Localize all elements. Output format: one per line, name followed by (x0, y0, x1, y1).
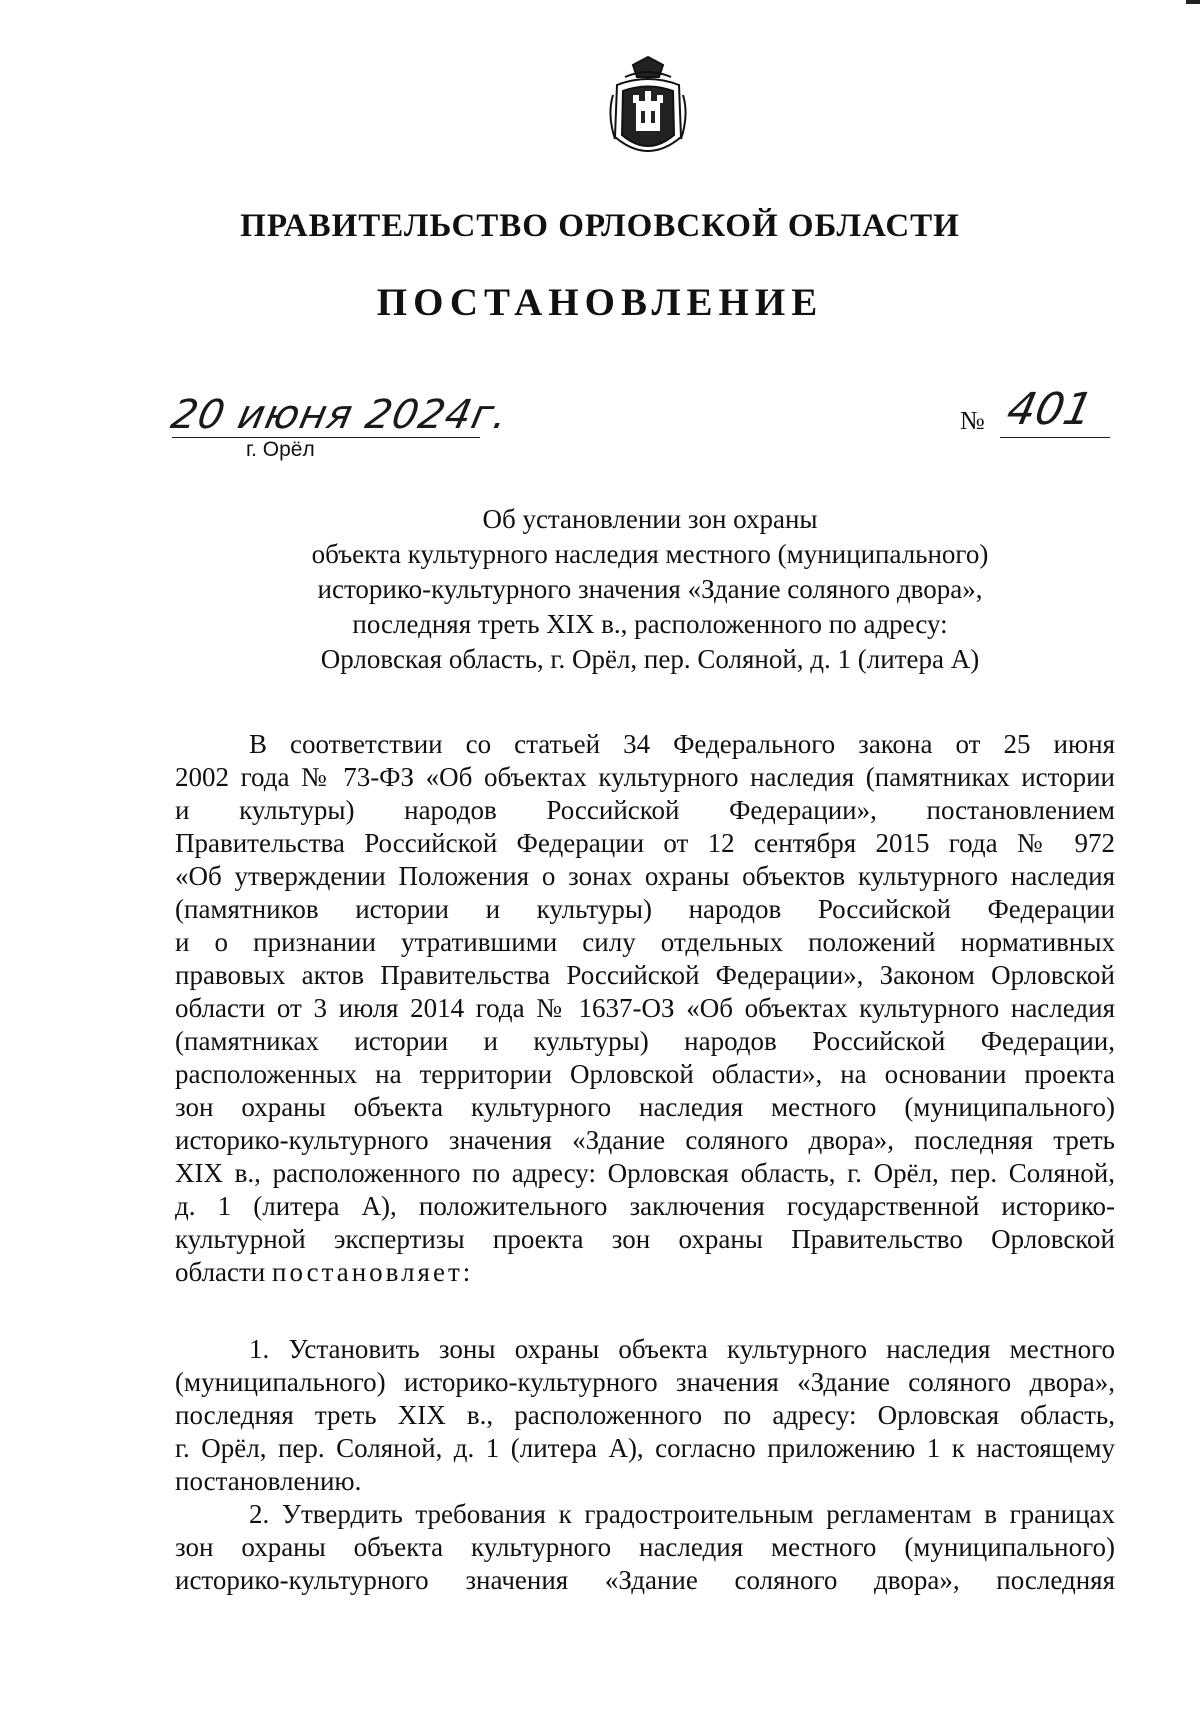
city-label: г. Орёл (246, 438, 315, 461)
body-line: и о признании утратившими силу отдельных положений нормативных (175, 927, 1115, 957)
body-line: д. 1 (литера А), положительного заключения государственной историко- (175, 1191, 1115, 1221)
number-sign: № (960, 406, 985, 435)
preamble-paragraph (175, 728, 1115, 1289)
date-underline (172, 437, 480, 438)
body-line: (муниципального) историко-культурного значения «Здание соляного двора», (175, 1367, 1115, 1397)
body-line: 2. Утвердить требования к градостроительным регламентам в границах (249, 1499, 1115, 1529)
body-line: зон охраны объекта культурного наследия местного (муниципального) (175, 1092, 1115, 1122)
body-line: зон охраны объекта культурного наследия местного (муниципального) (175, 1532, 1115, 1562)
body-line (175, 1256, 1115, 1289)
body-line: историко-культурного значения «Здание соляного двора», последняя треть (175, 1125, 1115, 1155)
item-1-paragraph (175, 1333, 1115, 1498)
document-subject (200, 502, 1100, 677)
body-line: культурной экспертизы проекта зон охраны Правительство Орловской (175, 1224, 1115, 1254)
body-line: последняя треть XIX в., расположенного по адресу: Орловская область, (175, 1400, 1115, 1430)
body-line: В соответствии со статьей 34 Федерального закона от 25 июня (249, 729, 1115, 759)
subject-line: объекта культурного наследия местного (муниципального) (311, 539, 989, 569)
body-line: 1. Установить зоны охраны объекта культурного наследия местного (249, 1334, 1115, 1364)
body-line: расположенных на территории Орловской области», на основании проекта (175, 1059, 1115, 1089)
body-line: историко-культурного значения «Здание соляного двора», последняя (175, 1565, 1115, 1595)
subject-line: Об установлении зон охраны (482, 504, 818, 534)
body-line: постановлению. (175, 1466, 362, 1496)
body-line: 2002 года № 73-ФЗ «Об объектах культурного наследия (памятниках истории (175, 762, 1115, 792)
body-line: правовых актов Правительства Российской Федерации», Законом Орловской (175, 960, 1115, 990)
handwritten-date: 20 июня 2024г. (167, 392, 513, 438)
scan-edge-mark (1186, 0, 1200, 4)
paragraph-gap (175, 1289, 1115, 1333)
document-type-title: ПОСТАНОВЛЕНИЕ (376, 281, 824, 324)
organization-title: ПРАВИТЕЛЬСТВО ОРЛОВСКОЙ ОБЛАСТИ (240, 208, 960, 244)
body-line: XIX в., расположенного по адресу: Орловская область, г. Орёл, пер. Соляной, (175, 1158, 1115, 1188)
body-line: и культуры) народов Российской Федерации», постановлением (175, 795, 1115, 825)
subject-line: Орловская область, г. Орёл, пер. Соляной, д. 1 (литера А) (320, 644, 980, 674)
body-line: г. Орёл, пер. Соляной, д. 1 (литера А), согласно приложению 1 к настоящему (175, 1433, 1115, 1463)
body-line: (памятников истории и культуры) народов Российской Федерации (175, 894, 1115, 924)
handwritten-number: 401 (1002, 384, 1098, 435)
body-line: области от 3 июля 2014 года № 1637-ОЗ «Об объектах культурного наследия (175, 993, 1115, 1023)
coat-of-arms-icon (603, 55, 693, 171)
number-underline (1000, 437, 1110, 438)
decree-verb: постановляет: (272, 1257, 474, 1287)
body-line: Правительства Российской Федерации от 12 сентября 2015 года № 972 (175, 828, 1115, 858)
body-line: «Об утверждении Положения о зонах охраны объектов культурного наследия (175, 861, 1115, 891)
decree-prefix: области (175, 1257, 266, 1287)
document-body (175, 728, 1115, 1597)
item-2-paragraph (175, 1498, 1115, 1597)
subject-line: историко-культурного значения «Здание соляного двора», (317, 574, 983, 604)
body-line: (памятниках истории и культуры) народов Российской Федерации, (175, 1026, 1115, 1056)
subject-line: последняя треть XIX в., расположенного по адресу: (352, 609, 948, 639)
